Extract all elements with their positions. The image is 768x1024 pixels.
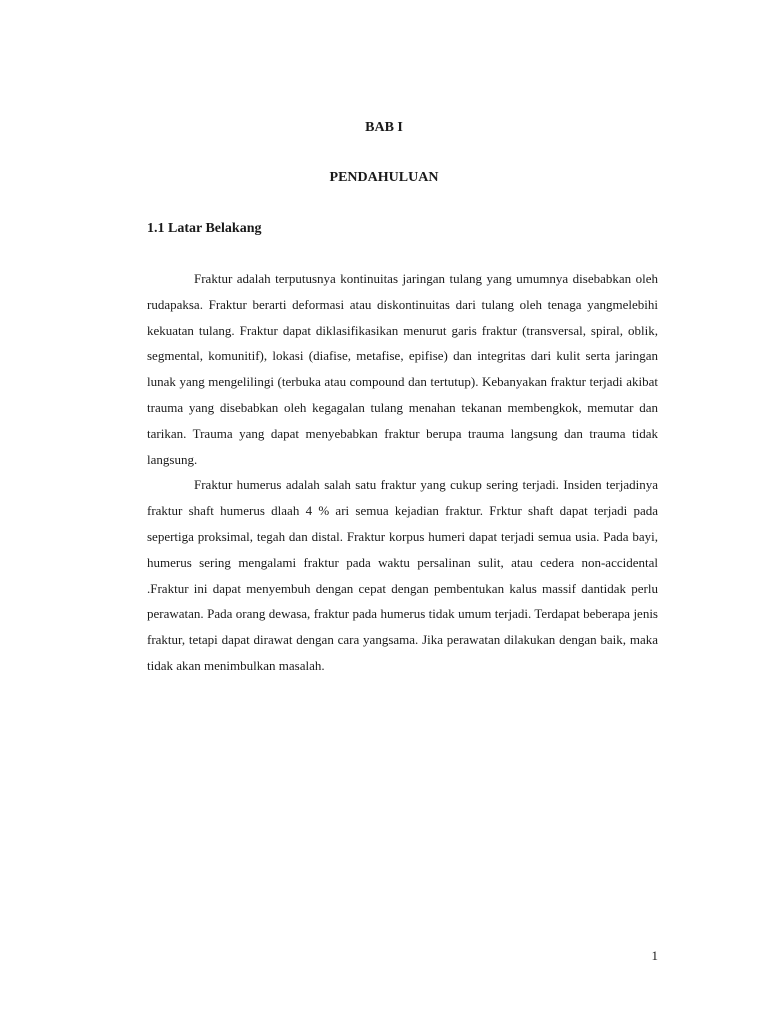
- chapter-number: BAB I: [365, 120, 403, 135]
- body-text: [147, 266, 658, 679]
- paragraph-1: Fraktur adalah terputusnya kontinuitas jaringan tulang yang umumnya disebabkan oleh rudapaksa. Fraktur berarti deformasi atau diskontinuitas dari tulang oleh tenaga yangmelebihi kekuatan tulang. Fraktur dapat diklasifikasikan menurut garis fraktur (transversal, spiral, oblik, segmental, komunitif), lokasi (diafise, metafise, epifise) dan integritas dari kulit serta jaringan lunak yang mengelilingi (terbuka atau compound dan tertutup). Kebanyakan fraktur terjadi akibat trauma yang disebabkan oleh kegagalan tulang menahan tekanan membengkok, memutar dan tarikan. Trauma yang dapat menyebabkan fraktur berupa trauma langsung dan trauma tidak langsung.: [147, 271, 658, 467]
- paragraph-2: Fraktur humerus adalah salah satu fraktur yang cukup sering terjadi. Insiden terjadinya fraktur shaft humerus dlaah 4 % ari semua kejadian fraktur. Frktur shaft dapat terjadi pada sepertiga proksimal, tegah dan distal. Fraktur korpus humeri dapat terjadi semua usia. Pada bayi, humerus sering mengalami fraktur pada waktu persalinan sulit, atau cedera non-accidental .Fraktur ini dapat menyembuh dengan cepat dengan pembentukan kalus massif dantidak perlu perawatan. Pada orang dewasa, fraktur pada humerus tidak umum terjadi. Terdapat beberapa jenis fraktur, tetapi dapat dirawat dengan cara yangsama. Jika perawatan dilakukan dengan baik, maka tidak akan menimbulkan masalah.: [147, 477, 658, 673]
- chapter-title: PENDAHULUAN: [329, 170, 439, 185]
- page-number: 1: [651, 948, 658, 963]
- section-heading: 1.1 Latar Belakang: [147, 221, 262, 236]
